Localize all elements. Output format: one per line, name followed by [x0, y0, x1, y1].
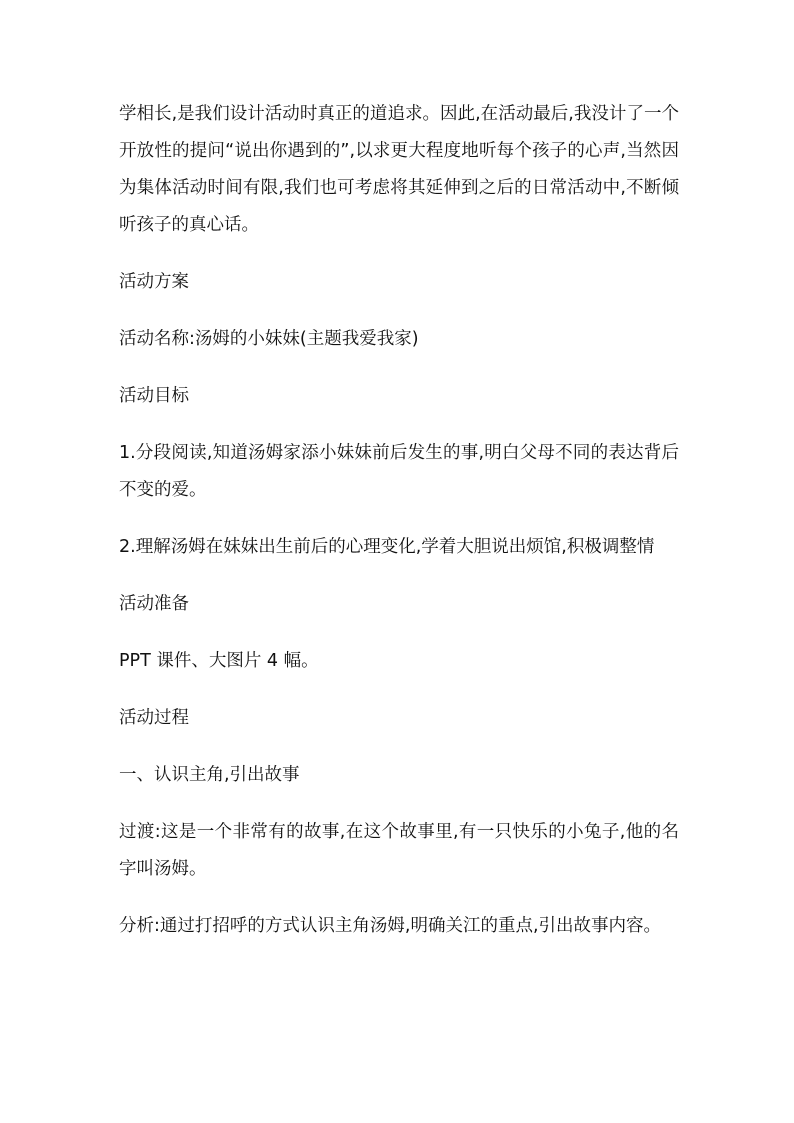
- transition-paragraph: 过渡:这是一个非常有的故事,在这个故事里,有一只快乐的小兔子,他的名字叫汤姆。: [119, 822, 679, 879]
- process-heading: 活动过程: [119, 708, 189, 728]
- activity-name: 活动名称:汤姆的小妹妹(主题我爱我家): [119, 329, 419, 349]
- goal-1: 1.分段阅读,知道汤姆家添小妹妹前后发生的事,明白父母不同的表达背后不变的爱。: [119, 443, 679, 500]
- goal-2: 2.理解汤姆在妹妹出生前后的心理变化,学着大胆说出烦馆,积极调整情: [119, 537, 655, 557]
- intro-paragraph: 学相长,是我们设计活动时真正的道追求。因此,在活动最后,我没计了一个开放性的提问“说出你遇到的”,以求更大程度地听每个孩子的心声,当然因为集体活动时间有限,我们也可考虑将其延伸到之后的日常活动中,不断倾听孩子的真心话。: [119, 104, 679, 235]
- step-1-heading: 一、认识主角,引出故事: [119, 765, 300, 785]
- analysis-paragraph: 分析:通过打招呼的方式认识主角汤姆,明确关江的重点,引出故事内容。: [119, 916, 662, 936]
- preparation-items: PPT 课件、大图片 4 幅。: [119, 651, 319, 671]
- plan-heading: 活动方案: [119, 272, 189, 292]
- preparation-heading: 活动准备: [119, 594, 189, 614]
- goals-heading: 活动目标: [119, 386, 189, 406]
- document-page: [119, 96, 679, 965]
